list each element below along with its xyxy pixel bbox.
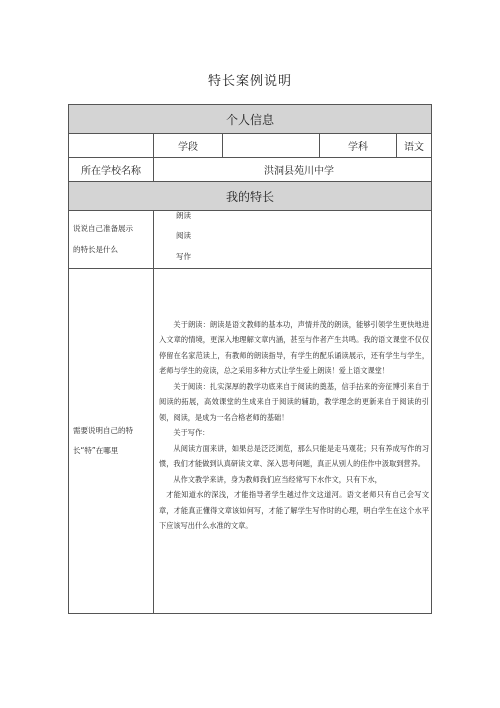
paragraph-reading-aloud: 关于朗读：朗读是语文教师的基本功，声情并茂的朗读，能够引领学生更快地进入文章的情境，更深入地理解文章内涵，甚至与作者产生共鸣。我的语文课堂不仅仅停留在名家范读上，有教师的朗读指导，有学生的配乐诵读展示，还有学生与学生，老师与学生的竞读，总之采用多种方式让学生爱上朗读！爱上语文课堂！ (159, 320, 430, 376)
subject-label: 学科 (320, 134, 397, 158)
talent-items[interactable] (154, 211, 432, 269)
paragraph-writing-reading: 从阅读方面来讲，如果总是泛泛浏览，那么只能是走马观花；只有养成写作的习惯，我们才能做到认真研读文章、深入思考问题，真正从别人的佳作中汲取到营养。 (159, 443, 430, 469)
talent-explain-label (69, 269, 154, 614)
talent-prompt-label (69, 211, 154, 269)
stage-label: 学段 (154, 134, 223, 158)
my-talent-header: 我的特长 (69, 182, 432, 211)
paragraph-writing-conclusion: 才能知道水的深浅，才能指导者学生越过作文这道河。语文老师只有自己会写文章，才能真正懂得文章该如何写，才能了解学生写作时的心理，明白学生在这个水平下应该写出什么水准的文章。 (159, 490, 430, 531)
paragraph-reading: 关于阅读：扎实深厚的教学功底来自于阅读的奠基，信手拈来的旁征博引来自于阅读的拓展，高效课堂的生成来自于阅读的辅助，教学理念的更新来自于阅读的引领，阅读，是成为一名合格老师的基础！ (159, 381, 430, 422)
paragraph-writing-heading: 关于写作： (173, 428, 210, 438)
talent-explanation[interactable] (154, 269, 432, 614)
talent-item: 朗读 (176, 211, 191, 220)
talent-item: 阅读 (176, 231, 191, 241)
talent-prompt-line: 说说自己准备展示 (73, 224, 133, 234)
document-title: 特长案例说明 (207, 74, 292, 89)
school-label: 所在学校名称 (69, 158, 154, 182)
talent-explain-line: 长“特”在哪里 (73, 446, 119, 455)
subject-value[interactable]: 语文 (397, 134, 432, 158)
talent-prompt-line: 的特长是什么 (73, 244, 118, 254)
blank-cell (69, 134, 154, 158)
talent-explain-line: 需要说明自己的特 (73, 425, 133, 435)
personal-info-header: 个人信息 (69, 105, 432, 134)
paragraph-writing-teaching: 从作文教学来讲，身为教师我们应当经常写下水作文，只有下水， (173, 474, 382, 484)
talent-item: 写作 (176, 251, 191, 261)
stage-value[interactable] (223, 134, 320, 158)
talent-case-form (68, 104, 432, 614)
school-value[interactable]: 洪洞县苑川中学 (154, 158, 432, 182)
